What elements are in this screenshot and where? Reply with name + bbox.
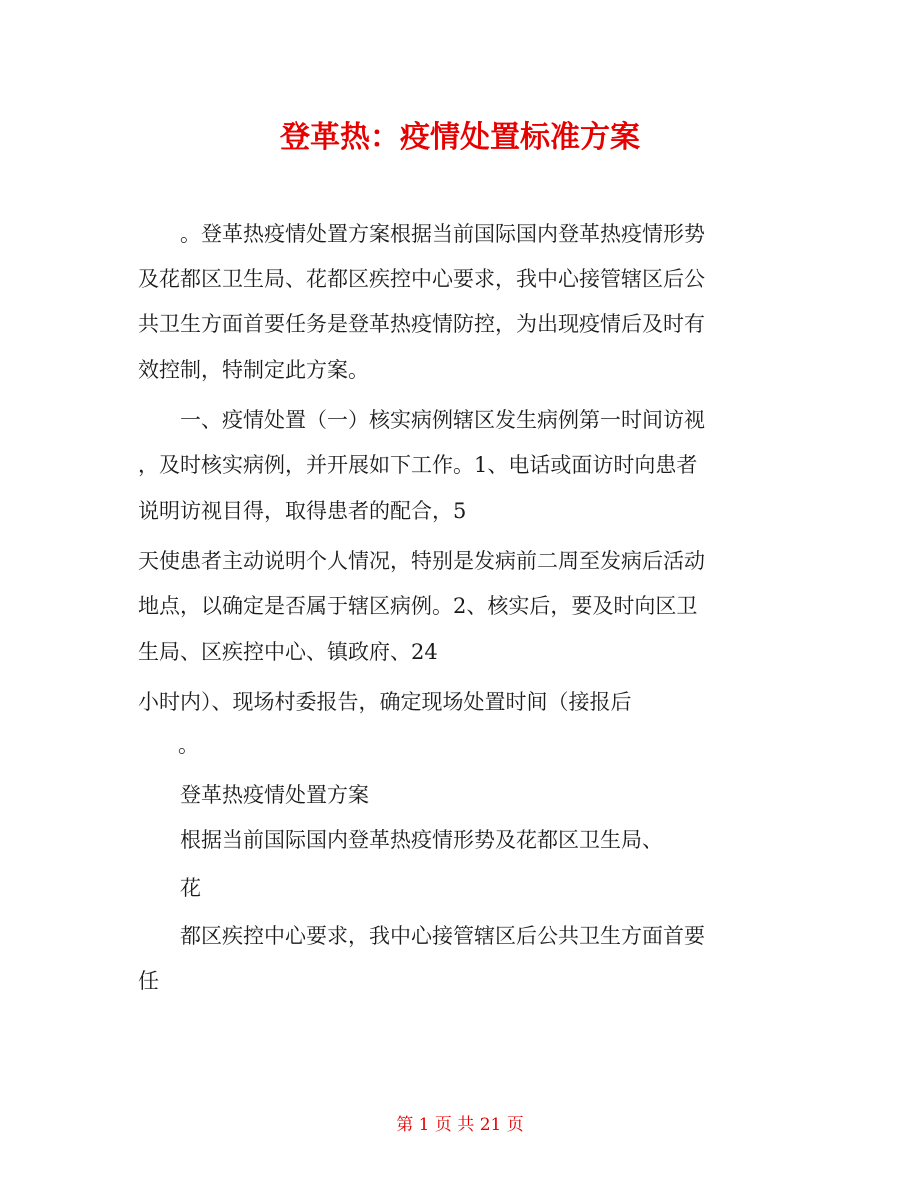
body-line: 。登革热疫情处置方案根据当前国际国内登革热疫情形势	[180, 222, 705, 246]
body-line: 任	[138, 969, 159, 993]
body-line: 都区疾控中心要求，我中心接管辖区后公共卫生方面首要	[180, 924, 705, 948]
body-line: 根据当前国际国内登革热疫情形势及花都区卫生局、	[180, 828, 663, 852]
body-line: 登革热疫情处置方案	[180, 783, 369, 807]
body-line: 效控制，特制定此方案。	[138, 358, 369, 382]
body-line: 说明访视目得，取得患者的配合，5	[138, 499, 467, 523]
body-line: 天使患者主动说明个人情况，特别是发病前二周至发病后活动	[138, 549, 705, 573]
body-line: 花	[180, 876, 201, 900]
body-line: 小时内）、现场村委报告，确定现场处置时间（接报后	[138, 690, 632, 714]
body-line: 一、疫情处置（一）核实病例辖区发生病例第一时间访视	[180, 408, 705, 432]
body-line: ，及时核实病例，并开展如下工作。1、电话或面访时向患者	[138, 453, 698, 477]
page-number-footer: 第 1 页 共 21 页	[396, 1115, 524, 1135]
document-title: 登革热：疫情处置标准方案	[280, 120, 640, 155]
body-line: 及花都区卫生局、花都区疾控中心要求，我中心接管辖区后公	[138, 267, 705, 291]
body-line: 。	[178, 733, 199, 757]
body-line: 生局、区疾控中心、镇政府、24	[138, 640, 438, 664]
body-line: 共卫生方面首要任务是登革热疫情防控，为出现疫情后及时有	[138, 312, 705, 336]
body-line: 地点，以确定是否属于辖区病例。2、核实后，要及时向区卫	[138, 594, 698, 618]
